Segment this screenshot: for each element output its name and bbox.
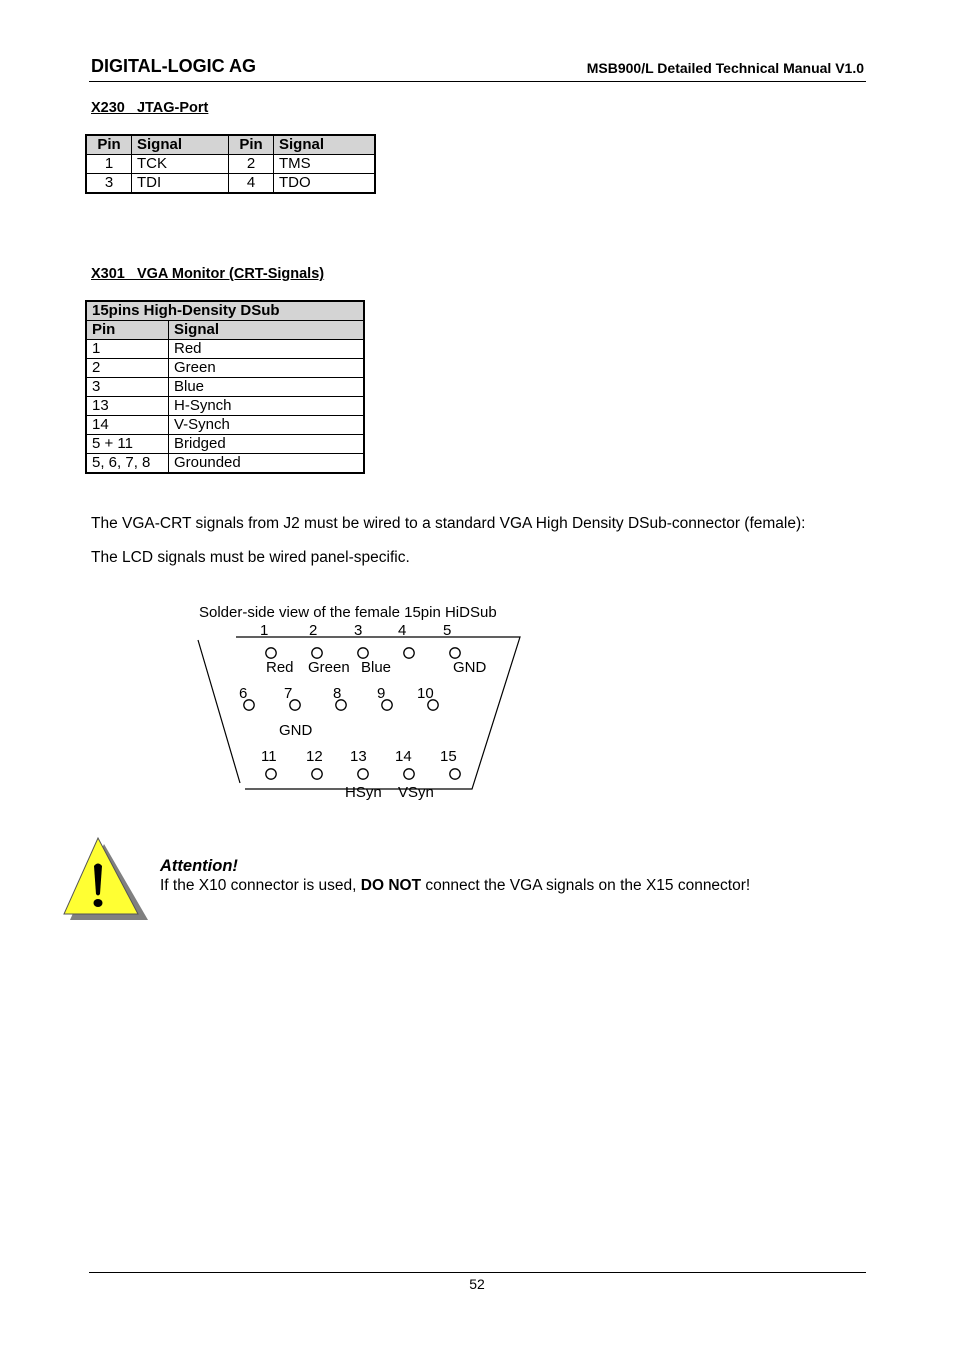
page-number: 52 (469, 1276, 485, 1292)
pin-label: HSyn (345, 784, 382, 801)
attention-text (160, 877, 750, 895)
attention-text-before: If the X10 connector is used, (160, 877, 361, 894)
vga-connector-diagram (190, 600, 530, 810)
column-header: Signal (132, 136, 229, 155)
column-header: Pin (87, 136, 132, 155)
connector-title: Solder-side view of the female 15pin HiDSub (199, 604, 497, 621)
pin-number: 5 (443, 622, 452, 639)
table-row (87, 435, 364, 454)
table-cell: 2 (87, 359, 169, 378)
pin-hole (312, 648, 322, 658)
pin-number: 6 (239, 685, 248, 702)
pin-label: Green (308, 659, 350, 676)
pin-hole (358, 648, 368, 658)
pin-number: 4 (398, 622, 407, 639)
table-row (87, 155, 375, 174)
table-cell: Grounded (169, 454, 364, 473)
header-divider (89, 81, 866, 82)
pin-hole (244, 700, 254, 710)
table-header-row (87, 321, 364, 340)
table-title: 15pins High-Density DSub (87, 302, 364, 321)
table-cell: 2 (229, 155, 274, 174)
column-header: Pin (87, 321, 169, 340)
table-cell: TCK (132, 155, 229, 174)
column-header: Signal (169, 321, 364, 340)
pin-number: 1 (260, 622, 269, 639)
connector-shell-left-edge (198, 640, 240, 783)
jtag-table (86, 135, 375, 193)
column-header: Pin (229, 136, 274, 155)
paragraph-lcd-wiring: The LCD signals must be wired panel-specific. (91, 549, 410, 566)
warning-exclamation-icon (62, 836, 148, 922)
table-header-row (87, 136, 375, 155)
table-cell: Green (169, 359, 364, 378)
table-row (87, 340, 364, 359)
table-cell: Red (169, 340, 364, 359)
pin-number: 3 (354, 622, 363, 639)
pin-label: GND (279, 722, 313, 739)
table-cell: 1 (87, 155, 132, 174)
table-cell: H-Synch (169, 397, 364, 416)
table-cell: TDI (132, 174, 229, 193)
pin-hole (382, 700, 392, 710)
jtag-heading: X230 JTAG-Port (91, 100, 209, 116)
table-cell: V-Synch (169, 416, 364, 435)
table-cell: TDO (274, 174, 375, 193)
table-cell: 3 (87, 378, 169, 397)
attention-title: Attention! (160, 857, 238, 875)
company-name: DIGITAL-LOGIC AG (91, 56, 256, 76)
pin-number: 13 (350, 748, 367, 765)
table-cell: Bridged (169, 435, 364, 454)
attention-text-bold: DO NOT (360, 877, 422, 894)
table-row (87, 359, 364, 378)
pin-number: 12 (306, 748, 323, 765)
pin-number: 14 (395, 748, 412, 765)
table-cell: 13 (87, 397, 169, 416)
pin-label: Blue (361, 659, 392, 676)
footer-divider (89, 1272, 866, 1273)
vga-table (86, 301, 364, 473)
pin-number: 10 (417, 685, 434, 702)
table-cell: 5, 6, 7, 8 (87, 454, 169, 473)
table-cell: 14 (87, 416, 169, 435)
attention-text-after: connect the VGA signals on the X15 connector! (421, 877, 751, 894)
table-row (87, 454, 364, 473)
table-row (87, 416, 364, 435)
exclamation-dot (94, 899, 103, 907)
pin-hole (450, 769, 460, 779)
table-cell: 5 + 11 (87, 435, 169, 454)
pin-hole (404, 648, 414, 658)
pin-label: Red (266, 659, 294, 676)
pin-number: 11 (261, 748, 277, 765)
table-row (87, 378, 364, 397)
table-cell: 4 (229, 174, 274, 193)
pin-hole (290, 700, 300, 710)
pin-hole (358, 769, 368, 779)
table-cell: TMS (274, 155, 375, 174)
table-row (87, 174, 375, 193)
pin-hole (404, 769, 414, 779)
column-header: Signal (274, 136, 375, 155)
manual-title: MSB900/L Detailed Technical Manual V1.0 (586, 60, 864, 76)
pin-number: 7 (284, 685, 293, 702)
pin-hole (266, 769, 276, 779)
paragraph-vga-wiring: The VGA-CRT signals from J2 must be wired to a standard VGA High Density DSub-connector (female): (91, 515, 806, 532)
pin-label: VSyn (398, 784, 434, 801)
table-cell: 3 (87, 174, 132, 193)
vga-heading: X301 VGA Monitor (CRT-Signals) (91, 266, 325, 282)
table-cell: 1 (87, 340, 169, 359)
table-title-row (87, 302, 364, 321)
table-cell: Blue (169, 378, 364, 397)
pin-hole (450, 648, 460, 658)
table-row (87, 397, 364, 416)
pin-number: 15 (440, 748, 457, 765)
pin-number: 8 (333, 685, 342, 702)
pin-hole (266, 648, 276, 658)
pin-number: 2 (309, 622, 318, 639)
pin-label: GND (453, 659, 487, 676)
pin-hole (312, 769, 322, 779)
pin-number: 9 (377, 685, 386, 702)
